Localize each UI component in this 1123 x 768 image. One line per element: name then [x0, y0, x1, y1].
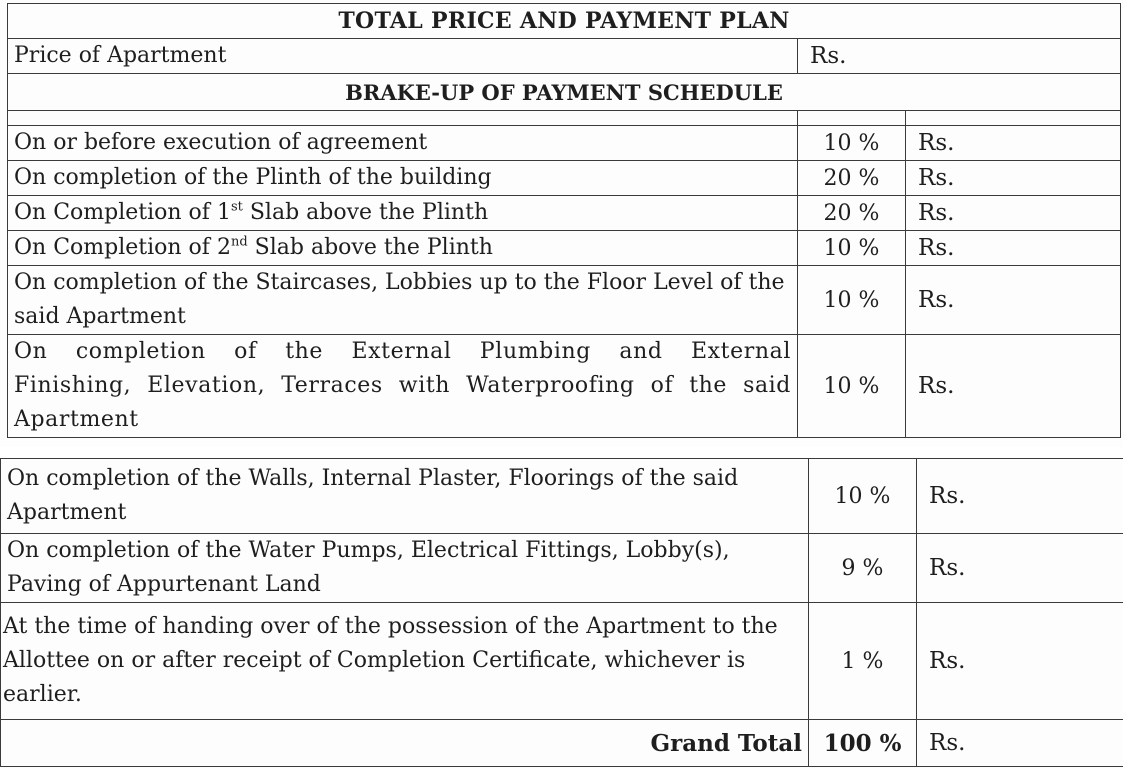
installment-percent: 20 % — [798, 196, 906, 231]
table-row — [8, 266, 1121, 335]
table-row — [8, 161, 1121, 196]
installment-text-before: On Completion of 2 — [14, 235, 231, 260]
installment-amount: Rs. — [906, 126, 1121, 161]
grand-total-label: Grand Total — [1, 720, 809, 767]
payment-plan-table-top — [7, 3, 1121, 438]
payment-plan-table-bottom — [0, 458, 1123, 767]
schedule-heading: BRAKE-UP OF PAYMENT SCHEDULE — [8, 74, 1121, 111]
installment-percent: 10 % — [798, 231, 906, 266]
installment-description — [8, 231, 798, 266]
installment-text-after: Slab above the Plinth — [242, 200, 489, 225]
installment-description — [8, 196, 798, 231]
installment-percent: 9 % — [809, 534, 917, 603]
installment-text-before: On Completion of 1 — [14, 200, 231, 225]
installment-amount: Rs. — [906, 335, 1121, 438]
ordinal-suffix: st — [230, 199, 243, 215]
spacer-row — [8, 111, 1121, 126]
installment-text-after: Slab above the Plinth — [247, 235, 493, 260]
table-row — [8, 196, 1121, 231]
table-row — [1, 459, 1123, 534]
installment-amount: Rs. — [917, 459, 1123, 534]
ordinal-suffix: nd — [230, 234, 248, 250]
installment-amount: Rs. — [906, 266, 1121, 335]
table-row — [8, 126, 1121, 161]
installment-description: At the time of handing over of the possession of the Apartment to the Allottee on or after receipt of Completion Certificate, whichever is earlier. — [1, 603, 809, 720]
installment-percent: 20 % — [798, 161, 906, 196]
document-title: TOTAL PRICE AND PAYMENT PLAN — [8, 4, 1121, 39]
scan-seam — [0, 447, 1123, 458]
installment-percent: 10 % — [798, 266, 906, 335]
installment-amount: Rs. — [917, 603, 1123, 720]
grand-total-amount: Rs. — [917, 720, 1123, 767]
installment-percent: 10 % — [798, 126, 906, 161]
installment-amount: Rs. — [906, 231, 1121, 266]
installment-percent: 10 % — [798, 335, 906, 438]
table-row — [8, 231, 1121, 266]
grand-total-row — [1, 720, 1123, 767]
installment-percent: 10 % — [809, 459, 917, 534]
installment-description: On completion of the External Plumbing and External Finishing, Elevation, Terraces with Waterproofing of the said Apartment — [8, 335, 798, 438]
price-value: Rs. — [798, 39, 1121, 74]
installment-description: On completion of the Plinth of the building — [8, 161, 798, 196]
table-row — [8, 335, 1121, 438]
installment-amount: Rs. — [906, 161, 1121, 196]
installment-amount: Rs. — [917, 534, 1123, 603]
installment-description: On completion of the Staircases, Lobbies up to the Floor Level of the said Apartment — [8, 266, 798, 335]
installment-description: On completion of the Walls, Internal Plaster, Floorings of the said Apartment — [1, 459, 809, 534]
installment-percent: 1 % — [809, 603, 917, 720]
installment-amount: Rs. — [906, 196, 1121, 231]
installment-description: On completion of the Water Pumps, Electrical Fittings, Lobby(s), Paving of Appurtenant Land — [1, 534, 809, 603]
table-row — [1, 603, 1123, 720]
installment-description: On or before execution of agreement — [8, 126, 798, 161]
grand-total-percent: 100 % — [809, 720, 917, 767]
table-row — [1, 534, 1123, 603]
price-label: Price of Apartment — [8, 39, 798, 74]
